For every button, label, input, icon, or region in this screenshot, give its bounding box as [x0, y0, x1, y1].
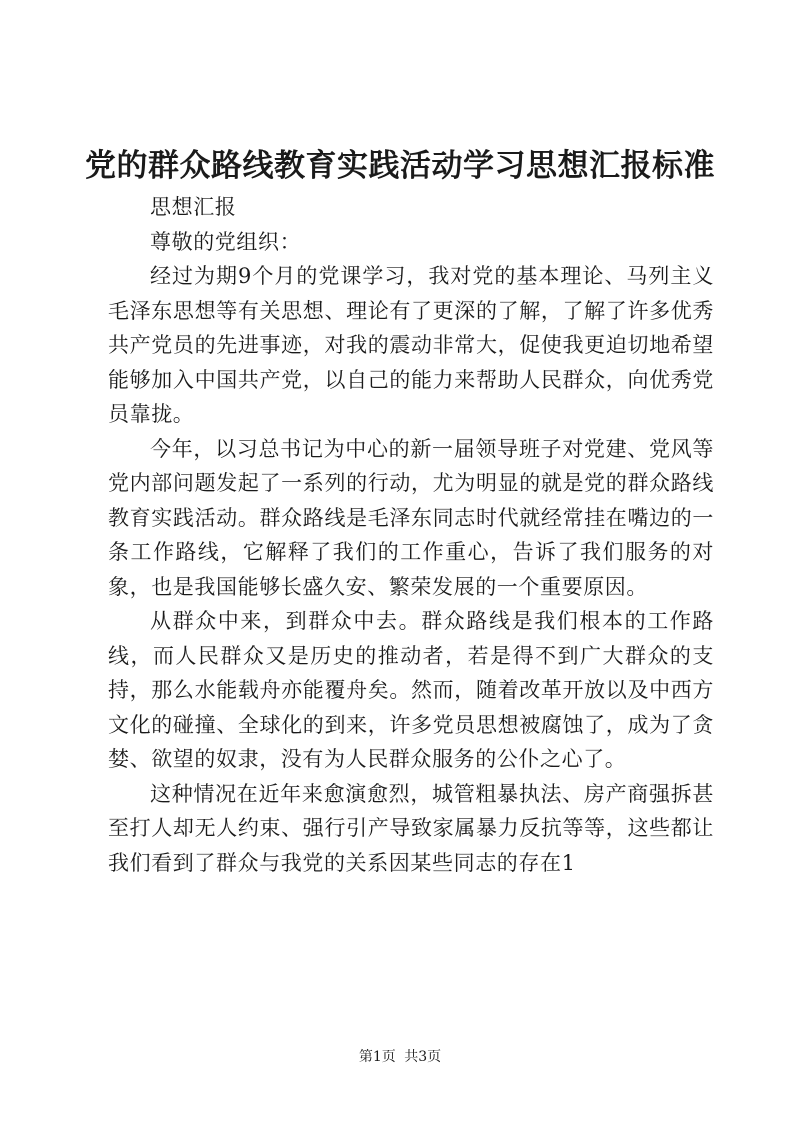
document-body	[108, 190, 714, 880]
body-paragraph: 从群众中来，到群众中去。群众路线是我们根本的工作路线，而人民群众又是历史的推动者，若是得不到广大群众的支持，那么水能载舟亦能覆舟矣。然而，随着改革开放以及中西方文化的碰撞、全球化的到来，许多党员思想被腐蚀了，成为了贪婪、欲望的奴隶，没有为人民群众服务的公仆之心了。	[108, 609, 714, 771]
section-heading: 思想汇报	[150, 195, 237, 219]
body-paragraph: 这种情况在近年来愈演愈烈，城管粗暴执法、房产商强拆甚至打人却无人约束、强行引产导致家属暴力反抗等等，这些都让我们看到了群众与我党的关系因某些同志的存在1	[108, 781, 714, 875]
salutation: 尊敬的党组织：	[150, 229, 302, 254]
page-number-footer: 第1页 共3页	[358, 1049, 442, 1065]
body-paragraph: 今年，以习总书记为中心的新一届领导班子对党建、党风等党内部问题发起了一系列的行动，尤为明显的就是党的群众路线教育实践活动。群众路线是毛泽东同志时代就经常挂在嘴边的一条工作路线，它解释了我们的工作重心，告诉了我们服务的对象，也是我国能够长盛久安、繁荣发展的一个重要原因。	[108, 436, 714, 599]
body-paragraph: 经过为期9个月的党课学习，我对党的基本理论、马列主义毛泽东思想等有关思想、理论有了更深的了解，了解了许多优秀共产党员的先进事迹，对我的震动非常大，促使我更迫切地希望能够加入中国共产党，以自己的能力来帮助人民群众，向优秀党员靠拢。	[108, 264, 714, 426]
document-title: 党的群众路线教育实践活动学习思想汇报标准	[85, 148, 715, 184]
